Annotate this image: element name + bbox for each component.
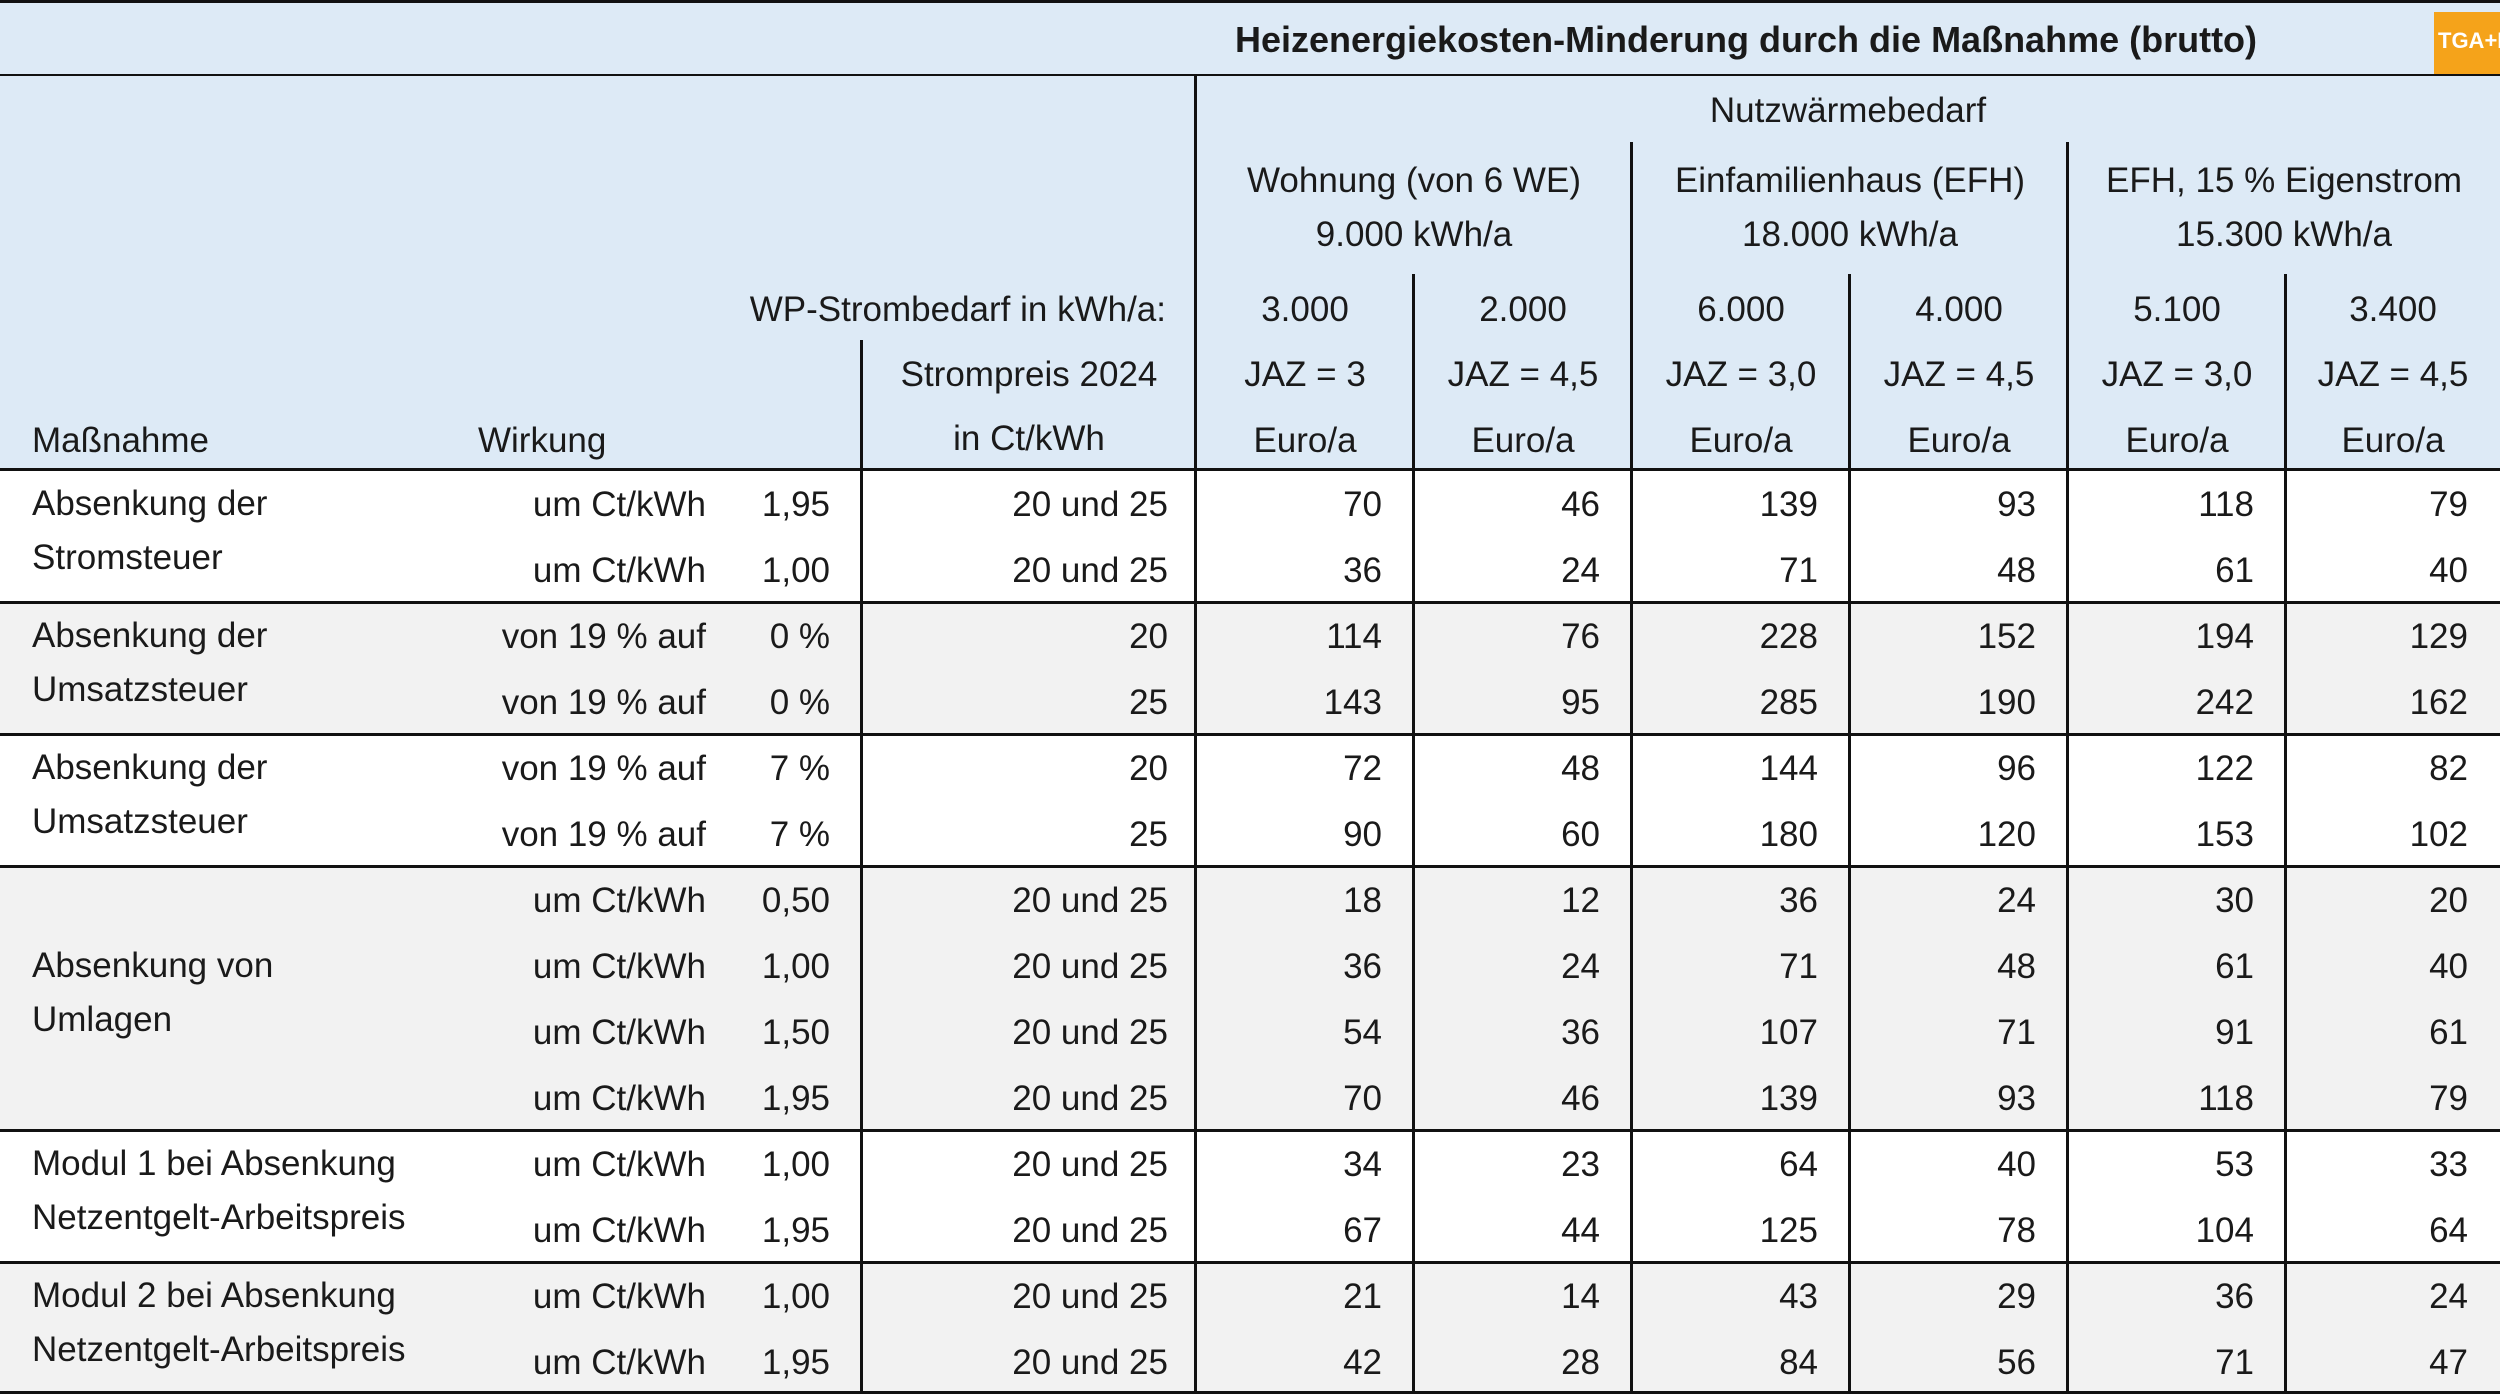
value-cell: 104 (2195, 1211, 2254, 1250)
bottom-border (0, 1391, 2500, 1394)
value-cell: 46 (1561, 485, 1600, 524)
value-cell: 36 (2215, 1277, 2254, 1316)
value-cell: 12 (1561, 881, 1600, 920)
unit-cell: Euro/a (1253, 421, 1357, 460)
value-cell: 194 (2195, 617, 2254, 656)
value-cell: 71 (1997, 1013, 2036, 1052)
value-cell: 102 (2409, 815, 2468, 854)
divider-strompreis-left (860, 340, 863, 1394)
massnahme-label: Umsatzsteuer (32, 670, 248, 709)
wert-cell: 1,95 (761, 1343, 830, 1382)
divider-values-left (1194, 76, 1197, 1394)
value-cell: 190 (1977, 683, 2036, 722)
unit-cell: Euro/a (1689, 421, 1793, 460)
wert-cell: 1,00 (761, 947, 830, 986)
wirkung-cell: um Ct/kWh (532, 1079, 706, 1118)
wirkung-cell: um Ct/kWh (532, 485, 706, 524)
value-cell: 84 (1779, 1343, 1818, 1382)
value-cell: 78 (1997, 1211, 2036, 1250)
divider-group-3 (2066, 142, 2069, 1394)
strombedarf-cell: 6.000 (1697, 290, 1785, 329)
strombedarf-cell: 3.000 (1261, 290, 1349, 329)
value-cell: 36 (1343, 551, 1382, 590)
group-separator (0, 733, 2500, 736)
jaz-cell: JAZ = 4,5 (1883, 355, 2035, 394)
value-cell: 143 (1323, 683, 1382, 722)
value-cell: 162 (2409, 683, 2468, 722)
strompreis-cell: 20 und 25 (1012, 1145, 1168, 1184)
value-cell: 70 (1343, 485, 1382, 524)
divider-group-2 (1630, 142, 1633, 1394)
value-cell: 71 (1779, 947, 1818, 986)
unit-cell: Euro/a (1471, 421, 1575, 460)
strombedarf-cell: 2.000 (1479, 290, 1567, 329)
header-bottom-border (0, 468, 2500, 471)
value-cell: 29 (1997, 1277, 2036, 1316)
value-cell: 48 (1997, 551, 2036, 590)
strompreis-header-line1: Strompreis 2024 (900, 355, 1158, 394)
group-separator (0, 1129, 2500, 1132)
wert-cell: 0 % (769, 683, 830, 722)
wert-cell: 1,00 (761, 1277, 830, 1316)
value-cell: 72 (1343, 749, 1382, 788)
value-cell: 228 (1759, 617, 1818, 656)
divider-jaz-column (1848, 274, 1851, 1394)
strombedarf-cell: 4.000 (1915, 290, 2003, 329)
value-cell: 153 (2195, 815, 2254, 854)
group-separator (0, 865, 2500, 868)
value-cell: 114 (1326, 617, 1382, 656)
wirkung-cell: um Ct/kWh (532, 1013, 706, 1052)
value-cell: 34 (1343, 1145, 1382, 1184)
value-cell: 40 (2429, 947, 2468, 986)
wert-cell: 1,95 (761, 485, 830, 524)
value-cell: 64 (1779, 1145, 1818, 1184)
massnahme-label: Modul 2 bei Absenkung (32, 1276, 396, 1315)
value-cell: 61 (2429, 1013, 2468, 1052)
value-cell: 24 (1997, 881, 2036, 920)
value-cell: 67 (1343, 1211, 1382, 1250)
jaz-cell: JAZ = 4,5 (2317, 355, 2469, 394)
wert-cell: 1,00 (761, 1145, 830, 1184)
strompreis-cell: 20 und 25 (1012, 1079, 1168, 1118)
wert-cell: 1,95 (761, 1211, 830, 1250)
massnahme-label: Netzentgelt-Arbeitspreis (32, 1330, 406, 1369)
value-cell: 46 (1561, 1079, 1600, 1118)
massnahme-label: Absenkung von (32, 946, 274, 985)
massnahme-label: Netzentgelt-Arbeitspreis (32, 1198, 406, 1237)
value-cell: 40 (1997, 1145, 2036, 1184)
value-cell: 14 (1561, 1277, 1600, 1316)
value-cell: 24 (2429, 1277, 2468, 1316)
strompreis-cell: 20 und 25 (1012, 947, 1168, 986)
strompreis-cell: 20 und 25 (1012, 485, 1168, 524)
value-cell: 79 (2429, 485, 2468, 524)
wirkung-header: Wirkung (478, 421, 607, 460)
massnahme-label: Modul 1 bei Absenkung (32, 1144, 396, 1183)
value-cell: 56 (1997, 1343, 2036, 1382)
massnahme-label: Absenkung der (32, 748, 268, 787)
wert-cell: 7 % (769, 815, 830, 854)
value-cell: 48 (1561, 749, 1600, 788)
value-cell: 47 (2429, 1343, 2468, 1382)
value-cell: 107 (1759, 1013, 1818, 1052)
value-cell: 70 (1343, 1079, 1382, 1118)
value-cell: 18 (1343, 881, 1382, 920)
value-cell: 120 (1977, 815, 2036, 854)
value-cell: 53 (2215, 1145, 2254, 1184)
value-cell: 242 (2195, 683, 2254, 722)
wirkung-cell: von 19 % auf (501, 815, 706, 854)
value-cell: 64 (2429, 1211, 2468, 1250)
wert-cell: 1,00 (761, 551, 830, 590)
value-cell: 23 (1561, 1145, 1600, 1184)
wirkung-cell: von 19 % auf (501, 683, 706, 722)
jaz-cell: JAZ = 4,5 (1447, 355, 1599, 394)
strompreis-cell: 20 und 25 (1012, 1343, 1168, 1382)
strompreis-cell: 20 und 25 (1012, 1013, 1168, 1052)
value-cell: 71 (1779, 551, 1818, 590)
group-header-line2: 15.300 kWh/a (2176, 215, 2392, 254)
value-cell: 139 (1759, 485, 1818, 524)
wirkung-cell: von 19 % auf (501, 617, 706, 656)
value-cell: 44 (1561, 1211, 1600, 1250)
strompreis-cell: 25 (1129, 683, 1168, 722)
wirkung-cell: um Ct/kWh (532, 881, 706, 920)
strompreis-cell: 20 (1129, 617, 1168, 656)
value-cell: 71 (2215, 1343, 2254, 1382)
massnahme-header: Maßnahme (32, 421, 210, 460)
wert-cell: 7 % (769, 749, 830, 788)
strompreis-cell: 20 und 25 (1012, 881, 1168, 920)
wirkung-cell: um Ct/kWh (532, 1145, 706, 1184)
value-cell: 93 (1997, 1079, 2036, 1118)
unit-cell: Euro/a (2125, 421, 2229, 460)
value-cell: 43 (1779, 1277, 1818, 1316)
group-header-line1: Wohnung (von 6 WE) (1247, 161, 1581, 200)
value-cell: 54 (1343, 1013, 1382, 1052)
value-cell: 139 (1759, 1079, 1818, 1118)
strombedarf-cell: 5.100 (2133, 290, 2221, 329)
jaz-cell: JAZ = 3,0 (1665, 355, 1817, 394)
title-underline (0, 74, 2500, 76)
value-cell: 82 (2429, 749, 2468, 788)
strompreis-cell: 20 und 25 (1012, 1277, 1168, 1316)
value-cell: 125 (1759, 1211, 1818, 1250)
value-cell: 95 (1561, 683, 1600, 722)
jaz-cell: JAZ = 3,0 (2101, 355, 2253, 394)
massnahme-label: Umsatzsteuer (32, 802, 248, 841)
strompreis-cell: 20 (1129, 749, 1168, 788)
group-header-line2: 18.000 kWh/a (1742, 215, 1958, 254)
table-title: Heizenergiekosten-Minderung durch die Maßnahme (brutto) (1234, 19, 2258, 60)
wert-cell: 1,95 (761, 1079, 830, 1118)
massnahme-label: Absenkung der (32, 616, 268, 655)
jaz-cell: JAZ = 3 (1244, 355, 1366, 394)
value-cell: 122 (2195, 749, 2254, 788)
wert-cell: 0,50 (761, 881, 830, 920)
value-cell: 61 (2215, 551, 2254, 590)
group-header-line2: 9.000 kWh/a (1315, 215, 1513, 254)
group-header-line1: EFH, 15 % Eigenstrom (2106, 161, 2462, 200)
wirkung-cell: um Ct/kWh (532, 1277, 706, 1316)
value-cell: 20 (2429, 881, 2468, 920)
value-cell: 96 (1997, 749, 2036, 788)
value-cell: 180 (1759, 815, 1818, 854)
wirkung-cell: von 19 % auf (501, 749, 706, 788)
value-cell: 91 (2215, 1013, 2254, 1052)
top-border (0, 0, 2500, 3)
value-cell: 42 (1343, 1343, 1382, 1382)
value-cell: 30 (2215, 881, 2254, 920)
wirkung-cell: um Ct/kWh (532, 947, 706, 986)
group-header-line1: Einfamilienhaus (EFH) (1674, 161, 2026, 200)
strompreis-header-line2: in Ct/kWh (953, 419, 1105, 458)
unit-cell: Euro/a (1907, 421, 2011, 460)
strombedarf-cell: 3.400 (2349, 290, 2437, 329)
strompreis-cell: 25 (1129, 815, 1168, 854)
value-cell: 76 (1561, 617, 1600, 656)
value-cell: 129 (2409, 617, 2468, 656)
value-cell: 285 (1759, 683, 1818, 722)
value-cell: 90 (1343, 815, 1382, 854)
divider-jaz-column (2284, 274, 2287, 1394)
value-cell: 61 (2215, 947, 2254, 986)
value-cell: 24 (1561, 947, 1600, 986)
massnahme-label: Absenkung der (32, 484, 268, 523)
value-cell: 48 (1997, 947, 2036, 986)
group-separator (0, 1261, 2500, 1264)
value-cell: 28 (1561, 1343, 1600, 1382)
value-cell: 118 (2198, 1079, 2254, 1118)
value-cell: 40 (2429, 551, 2468, 590)
wirkung-cell: um Ct/kWh (532, 1211, 706, 1250)
value-cell: 36 (1343, 947, 1382, 986)
value-cell: 152 (1977, 617, 2036, 656)
strompreis-cell: 20 und 25 (1012, 551, 1168, 590)
wirkung-cell: um Ct/kWh (532, 1343, 706, 1382)
value-cell: 36 (1561, 1013, 1600, 1052)
massnahme-label: Umlagen (32, 1000, 173, 1039)
value-cell: 33 (2429, 1145, 2468, 1184)
wert-cell: 0 % (769, 617, 830, 656)
massnahme-label: Stromsteuer (32, 538, 223, 577)
unit-cell: Euro/a (2341, 421, 2445, 460)
divider-jaz-column (1412, 274, 1415, 1394)
wirkung-cell: um Ct/kWh (532, 551, 706, 590)
value-cell: 144 (1759, 749, 1818, 788)
nutzwaermebedarf-label: Nutzwärmebedarf (1709, 91, 1987, 130)
value-cell: 93 (1997, 485, 2036, 524)
tga-logo: TGA+E (2434, 12, 2500, 74)
value-cell: 36 (1779, 881, 1818, 920)
group-separator (0, 601, 2500, 604)
wert-cell: 1,50 (761, 1013, 830, 1052)
wp-strombedarf-label: WP-Strombedarf in kWh/a: (749, 290, 1166, 329)
value-cell: 79 (2429, 1079, 2468, 1118)
strompreis-cell: 20 und 25 (1012, 1211, 1168, 1250)
value-cell: 118 (2198, 485, 2254, 524)
value-cell: 60 (1561, 815, 1600, 854)
value-cell: 21 (1343, 1277, 1382, 1316)
value-cell: 24 (1561, 551, 1600, 590)
